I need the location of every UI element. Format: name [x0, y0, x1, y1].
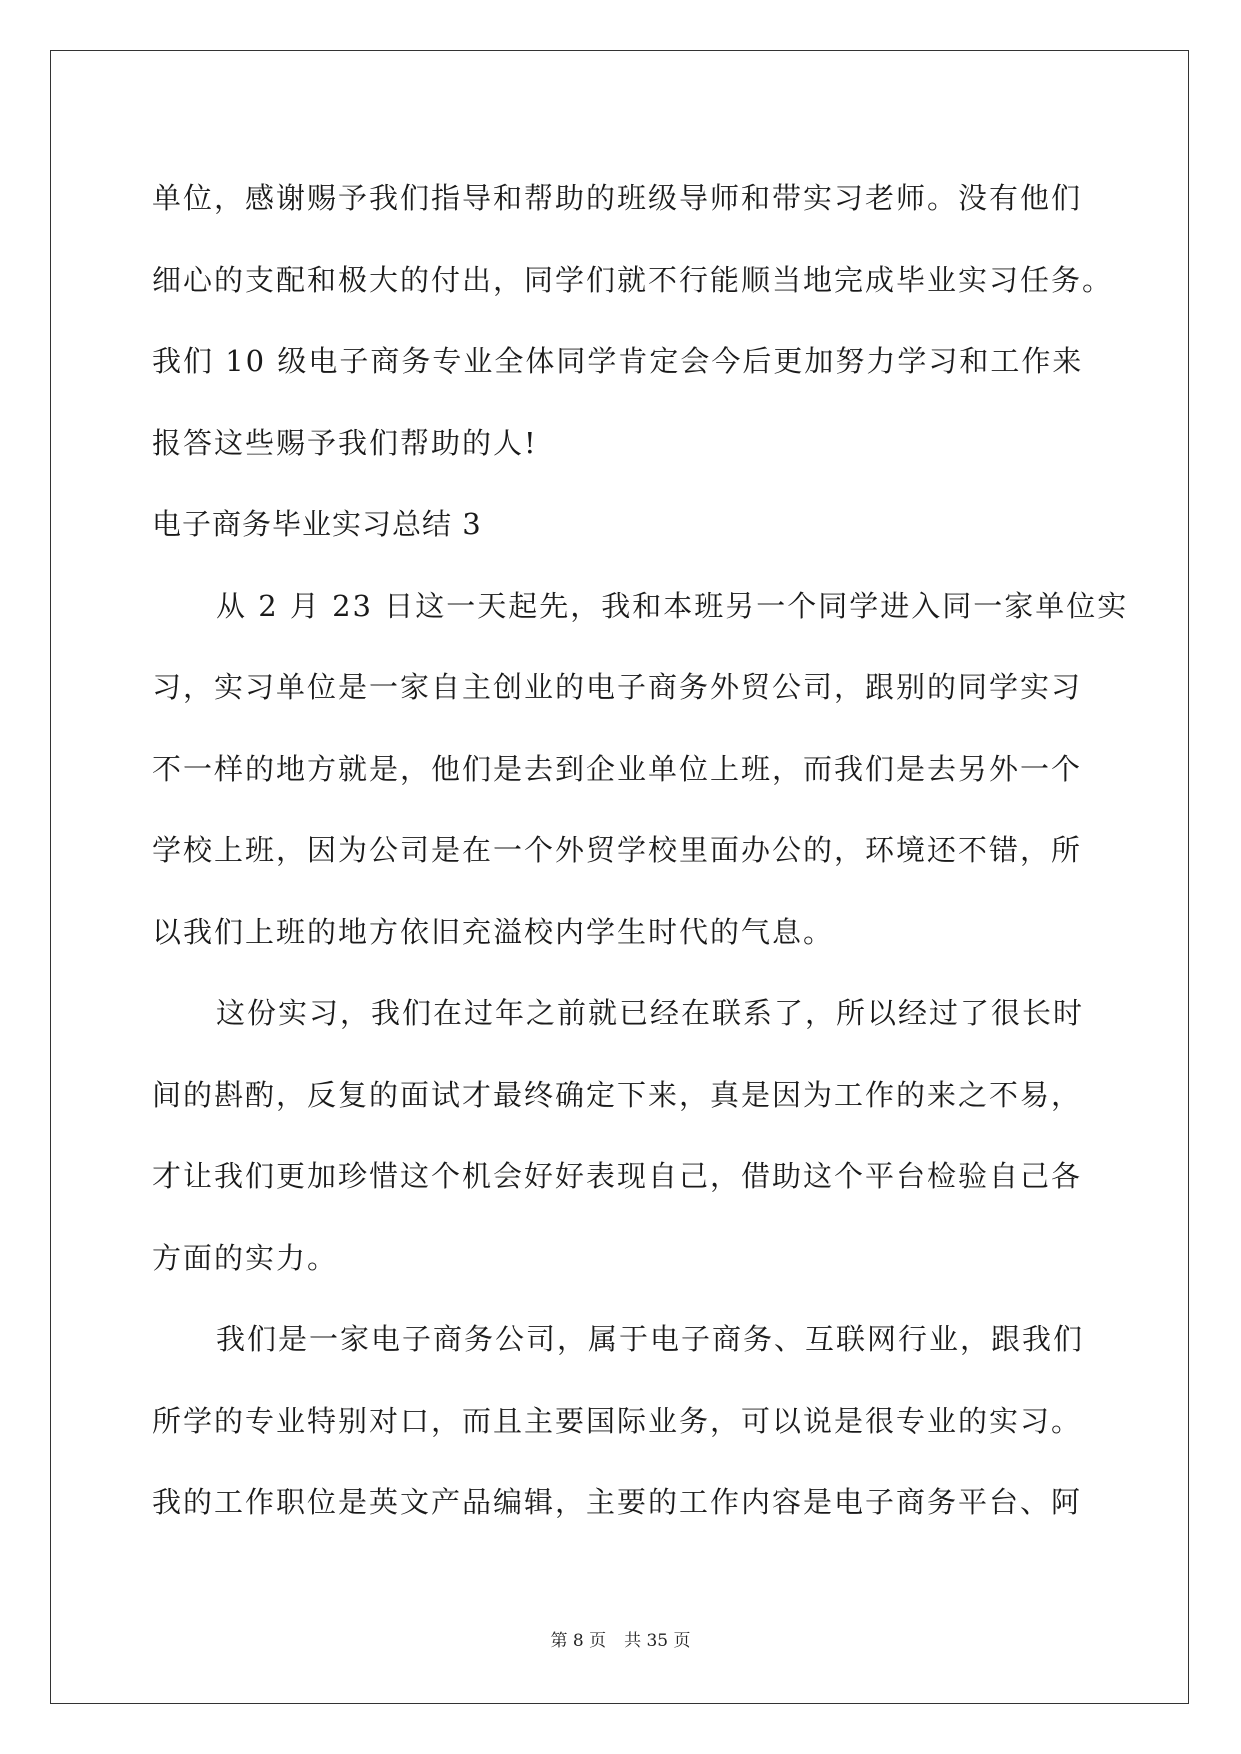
text-line: 报答这些赐予我们帮助的人!	[152, 425, 538, 460]
text-line: 我们 10 级电子商务专业全体同学肯定会今后更加努力学习和工作来	[152, 344, 1084, 378]
text-line: 间的斟酌，反复的面试才最终确定下来，真是因为工作的来之不易，	[152, 1077, 1083, 1112]
document-body	[152, 158, 1129, 1544]
page-number: 第 8 页	[550, 1631, 607, 1651]
text-line: 不一样的地方就是，他们是去到企业单位上班，而我们是去另外一个	[152, 751, 1083, 786]
text-line: 以我们上班的地方依旧充溢校内学生时代的气息。	[152, 914, 835, 949]
text-line: 单位，感谢赐予我们指导和帮助的班级导师和带实习老师。没有他们	[152, 181, 1083, 215]
text-line: 细心的支配和极大的付出，同学们就不行能顺当地完成毕业实习任务。	[152, 262, 1114, 297]
text-line: 才让我们更加珍惜这个机会好好表现自己，借助这个平台检验自己各	[152, 1159, 1083, 1193]
paragraph-first-line: 这份实习，我们在过年之前就已经在联系了，所以经过了很长时	[216, 996, 1085, 1030]
text-line: 我的工作职位是英文产品编辑，主要的工作内容是电子商务平台、阿	[152, 1485, 1083, 1519]
text-line: 习，实习单位是一家自主创业的电子商务外贸公司，跟别的同学实习	[152, 670, 1083, 704]
paragraph-first-line: 从 2 月 23 日这一天起先，我和本班另一个同学进入同一家单位实	[216, 588, 1129, 623]
section-heading: 电子商务毕业实习总结 3	[152, 507, 482, 541]
page-total: 共 35 页	[624, 1631, 691, 1651]
text-line: 所学的专业特别对口，而且主要国际业务，可以说是很专业的实习。	[152, 1403, 1083, 1438]
page-footer	[0, 1626, 1241, 1651]
paragraph-first-line: 我们是一家电子商务公司，属于电子商务、互联网行业，跟我们	[216, 1322, 1085, 1356]
text-line: 学校上班，因为公司是在一个外贸学校里面办公的，环境还不错，所	[152, 833, 1083, 867]
text-line: 方面的实力。	[152, 1240, 339, 1275]
